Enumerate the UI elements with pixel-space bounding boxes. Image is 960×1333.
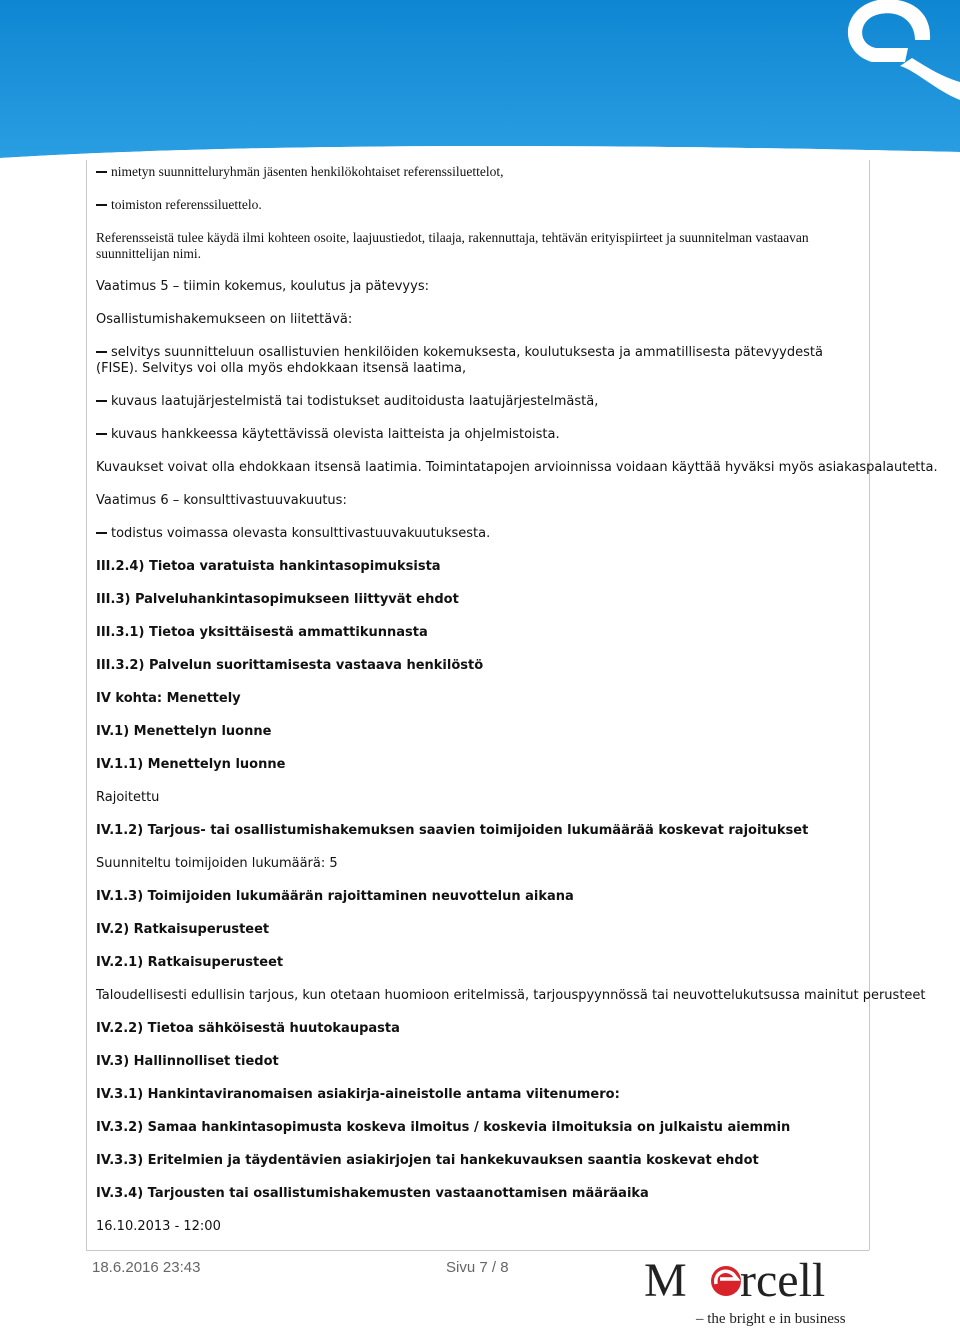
header-banner	[0, 0, 960, 160]
section-heading: IV.3.3) Eritelmien ja täydentävien asiakirjojen tai hankekuvauksen saantia koskevat ehdot	[96, 1153, 759, 1168]
bullet-line: kuvaus laatujärjestelmistä tai todistukset auditoidusta laatujärjestelmästä,	[96, 394, 598, 410]
dash-icon	[96, 351, 107, 353]
section-heading: IV kohta: Menettely	[96, 691, 241, 706]
marcell-logo	[640, 1252, 870, 1329]
logo-letter-m: M	[644, 1254, 687, 1307]
footer-datetime: 18.6.2016 23:43	[92, 1259, 201, 1276]
paragraph: Rajoitettu	[96, 790, 160, 805]
bullet-line: todistus voimassa olevasta konsulttivastuuvakuutuksesta.	[96, 526, 490, 542]
paragraph: Osallistumishakemukseen on liitettävä:	[96, 312, 353, 327]
section-heading: IV.2.1) Ratkaisuperusteet	[96, 955, 284, 970]
page-number: Sivu 7 / 8	[446, 1259, 509, 1276]
dash-icon	[96, 400, 107, 402]
section-heading: IV.1.2) Tarjous- tai osallistumishakemuksen saavien toimijoiden lukumäärää koskevat rajoitukset	[96, 823, 809, 838]
section-heading: IV.3.1) Hankintaviranomaisen asiakirja-aineistolle antama viitenumero:	[96, 1087, 620, 1102]
section-heading: IV.2.2) Tietoa sähköisestä huutokaupasta	[96, 1021, 400, 1036]
logo-tagline: – the bright e in business	[696, 1311, 846, 1327]
paragraph: Taloudellisesti edullisin tarjous, kun otetaan huomioon eritelmissä, tarjouspyynnössä tai neuvottelukutsussa mainitut perusteet	[96, 988, 926, 1003]
paragraph: 16.10.2013 - 12:00	[96, 1219, 221, 1234]
paragraph: Vaatimus 5 – tiimin kokemus, koulutus ja pätevyys:	[96, 279, 429, 294]
paragraph: Suunniteltu toimijoiden lukumäärä: 5	[96, 856, 338, 871]
footer-divider	[86, 1250, 869, 1251]
paragraph: Kuvaukset voivat olla ehdokkaan itsensä laatimia. Toimintatapojen arvioinnissa voidaan käyttää hyväksi myös asiakaspalautetta.	[96, 460, 938, 475]
paragraph: Referensseistä tulee käydä ilmi kohteen osoite, laajuustiedot, tilaaja, rakennuttaja, tehtävän erityispiirteet ja suunnitelman vastaavan suunnittelijan nimi.	[96, 230, 809, 261]
section-heading: III.3.2) Palvelun suorittamisesta vastaava henkilöstö	[96, 658, 484, 673]
paragraph: Vaatimus 6 – konsulttivastuuvakuutus:	[96, 493, 347, 508]
dash-icon	[96, 171, 107, 173]
section-heading: IV.1) Menettelyn luonne	[96, 724, 272, 739]
dash-icon	[96, 204, 107, 206]
section-heading: IV.3.4) Tarjousten tai osallistumishakemusten vastaanottamisen määräaika	[96, 1186, 649, 1201]
header-wave-graphic	[0, 0, 960, 160]
section-heading: III.3) Palveluhankintasopimukseen liittyvät ehdot	[96, 592, 459, 607]
bullet-line: toimiston referenssiluettelo.	[96, 197, 262, 213]
section-heading: IV.1.1) Menettelyn luonne	[96, 757, 286, 772]
marcell-logo-graphic	[640, 1252, 870, 1329]
bullet-line: selvitys suunnitteluun osallistuvien henkilöiden kokemuksesta, koulutuksesta ja ammatillisesta pätevyydestä (FISE). Selvitys voi olla myös ehdokkaan itsensä laatima,	[96, 345, 823, 376]
section-heading: IV.1.3) Toimijoiden lukumäärän rajoittaminen neuvottelun aikana	[96, 889, 574, 904]
section-heading: III.2.4) Tietoa varatuista hankintasopimuksista	[96, 559, 441, 574]
section-heading: IV.3) Hallinnolliset tiedot	[96, 1054, 279, 1069]
dash-icon	[96, 433, 107, 435]
logo-letters-rcell: rcell	[740, 1254, 826, 1307]
section-heading: IV.3.2) Samaa hankintasopimusta koskeva ilmoitus / koskevia ilmoituksia on julkaistu aiemmin	[96, 1120, 791, 1135]
logo-e-icon	[711, 1266, 741, 1296]
section-heading: IV.2) Ratkaisuperusteet	[96, 922, 270, 937]
dash-icon	[96, 532, 107, 534]
bullet-line: kuvaus hankkeessa käytettävissä olevista laitteista ja ohjelmistoista.	[96, 427, 560, 443]
section-heading: III.3.1) Tietoa yksittäisestä ammattikunnasta	[96, 625, 428, 640]
bullet-line: nimetyn suunnitteluryhmän jäsenten henkilökohtaiset referenssiluettelot,	[96, 164, 504, 180]
